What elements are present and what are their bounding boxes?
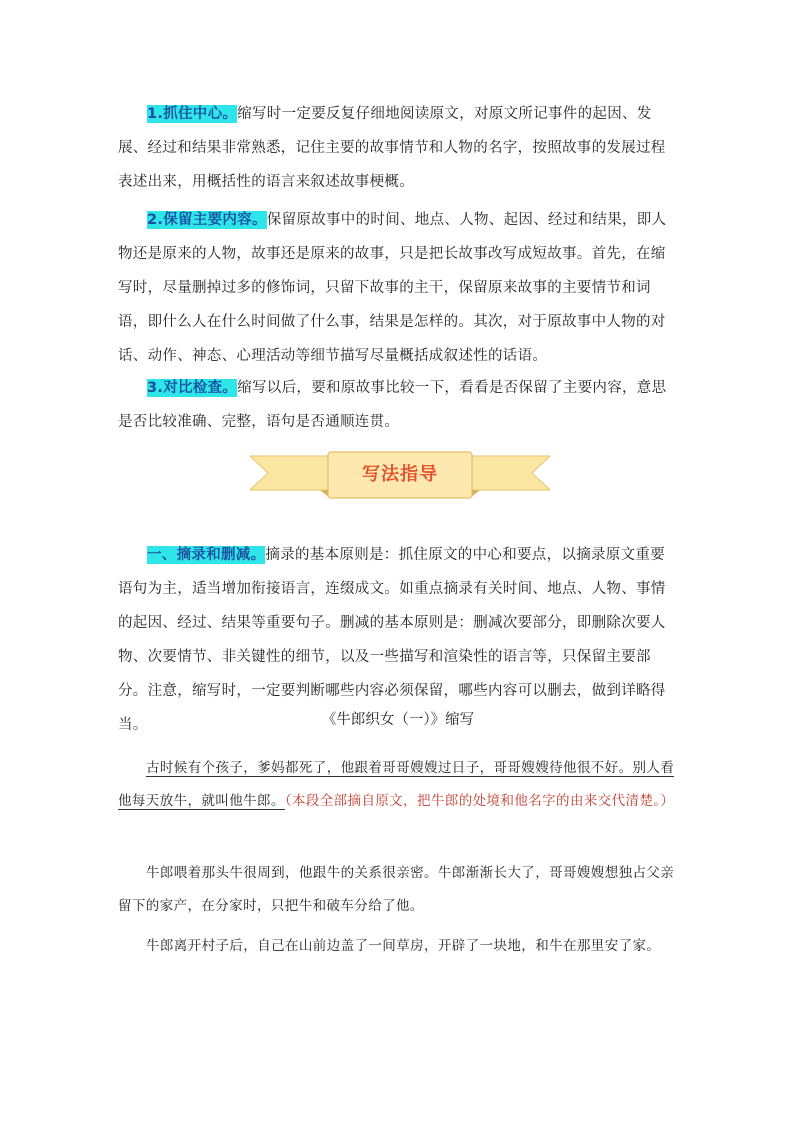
tip-1-text: 缩写时一定要反复仔细地阅读原文，对原文所记事件的起因、发展、经过和结果非常熟悉，记住主要的故事情节和人物的名字，按照故事的发展过程表述出来，用概括性的语言来叙述故事梗概。	[118, 106, 666, 190]
story-paragraph-1	[118, 752, 678, 818]
story-title: 《牛郎织女（一）》缩写	[321, 712, 475, 728]
method-label: 一、摘录和删减。	[147, 547, 266, 563]
story-paragraph-2: 牛郎喂着那头牛很周到，他跟牛的关系很亲密。牛郎渐渐长大了，哥哥嫂嫂想独占父亲留下的家产，在分家时，只把牛和破车分给了他。	[118, 865, 675, 914]
tip-1-label: 1.抓住中心。	[147, 106, 238, 122]
story-excerpt: 古时候有个孩子，爹妈都死了，他跟着哥哥嫂嫂过日子，哥哥嫂嫂待他很不好。别人看他每天放牛，就叫他牛郎。	[118, 760, 675, 809]
tip-2-text: 保留原故事中的时间、地点、人物、起因、经过和结果，即人物还是原来的人物，故事还是原来的故事，只是把长故事改写成短故事。首先，在缩写时，尽量删掉过多的修饰词，只留下故事的主干，保留原来故事的主要情节和词语，即什么人在什么时间做了什么事，结果是怎样的。其次，对于原故事中人物的对话、动作、神态、心理活动等细节描写尽量概括成叙述性的话语。	[118, 212, 667, 364]
tip-2	[118, 203, 678, 373]
tip-1	[118, 97, 678, 199]
tip-3-text: 缩写以后，要和原故事比较一下，看看是否保留了主要内容，意思是否比较准确、完整，语句是否通顺连贯。	[118, 380, 667, 430]
story-note: （本段全部摘自原文，把牛郎的处境和他名字的由来交代清楚。）	[284, 793, 675, 809]
story-paragraph-3: 牛郎离开村子后，自己在山前边盖了一间草房，开辟了一块地，和牛在那里安了家。	[146, 938, 661, 954]
method-text: 摘录的基本原则是：抓住原文的中心和要点，以摘录原文重要语句为主，适当增加衔接语言，连缀成文。如重点摘录有关时间、地点、人物、事情的起因、经过、结果等重要句子。删减的基本原则是：删减次要部分，即删除次要人物、次要情节、非关键性的细节，以及一些描写和渲染性的语言等，只保留主要部分。注意，缩写时，一定要判断哪些内容必须保留，哪些内容可以删去，做到详略得当。	[118, 547, 666, 733]
tip-3-label: 3.对比检查。	[147, 380, 238, 396]
tip-3	[118, 371, 678, 439]
tip-2-label: 2.保留主要内容。	[147, 212, 267, 228]
section-banner	[250, 446, 550, 504]
banner-title: 写法指导	[362, 464, 438, 485]
